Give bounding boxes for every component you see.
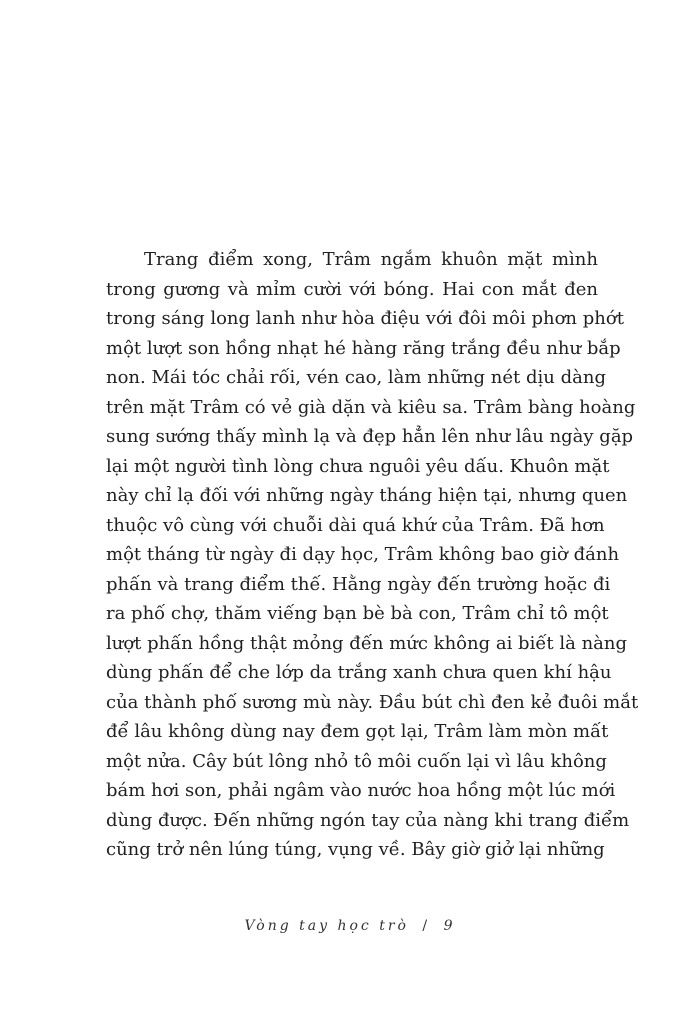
text-line: dùng phấn để che lớp da trắng xanh chưa quen khí hậu	[106, 662, 612, 683]
text-line: thuộc vô cùng với chuỗi dài quá khứ của Trâm. Đã hơn	[106, 514, 605, 536]
text-line: một lượt son hồng nhạt hé hàng răng trắng đều như bắp	[106, 337, 621, 359]
footer-separator: /	[422, 918, 431, 934]
text-line: phấn và trang điểm thế. Hằng ngày đến trường hoặc đi	[106, 573, 611, 595]
text-line: ra phố chợ, thăm viếng bạn bè bà con, Trâm chỉ tô một	[106, 603, 609, 624]
text-line: Trang điểm xong, Trâm ngắm khuôn mặt mình	[144, 249, 598, 270]
text-line: sung sướng thấy mình lạ và đẹp hẳn lên như lâu ngày gặp	[106, 426, 634, 447]
text-line: lại một người tình lòng chưa nguôi yêu dấu. Khuôn mặt	[106, 455, 610, 477]
text-line: cũng trở nên lúng túng, vụng về. Bây giờ giở lại những	[106, 839, 605, 860]
running-title: Vòng tay học trò	[244, 918, 409, 934]
text-line: bám hơi son, phải ngâm vào nước hoa hồng một lúc mới	[106, 780, 616, 801]
text-line: trong gương và mỉm cười với bóng. Hai con mắt đen	[106, 278, 598, 300]
text-line: của thành phố sương mù này. Đầu bút chì đen kẻ đuôi mắt	[106, 691, 639, 713]
text-line: lượt phấn hồng thật mỏng đến mức không ai biết là nàng	[106, 632, 628, 654]
text-line: non. Mái tóc chải rối, vén cao, làm những nét dịu dàng	[106, 367, 606, 388]
text-line: một nửa. Cây bút lông nhỏ tô môi cuốn lại vì lâu không	[106, 750, 607, 772]
text-line: một tháng từ ngày đi dạy học, Trâm không bao giờ đánh	[106, 544, 620, 565]
body-paragraph	[106, 245, 639, 865]
page-footer	[0, 918, 700, 934]
page-number: 9	[443, 918, 456, 934]
text-line: để lâu không dùng nay đem gọt lại, Trâm làm mòn mất	[106, 721, 609, 742]
text-line: trên mặt Trâm có vẻ già dặn và kiêu sa. Trâm bàng hoàng	[106, 396, 636, 418]
text-line: dùng được. Đến những ngón tay của nàng khi trang điểm	[106, 809, 630, 831]
text-line: này chỉ lạ đối với những ngày tháng hiện tại, nhưng quen	[106, 485, 628, 506]
text-line: trong sáng long lanh như hòa điệu với đôi môi phơn phớt	[106, 308, 624, 329]
